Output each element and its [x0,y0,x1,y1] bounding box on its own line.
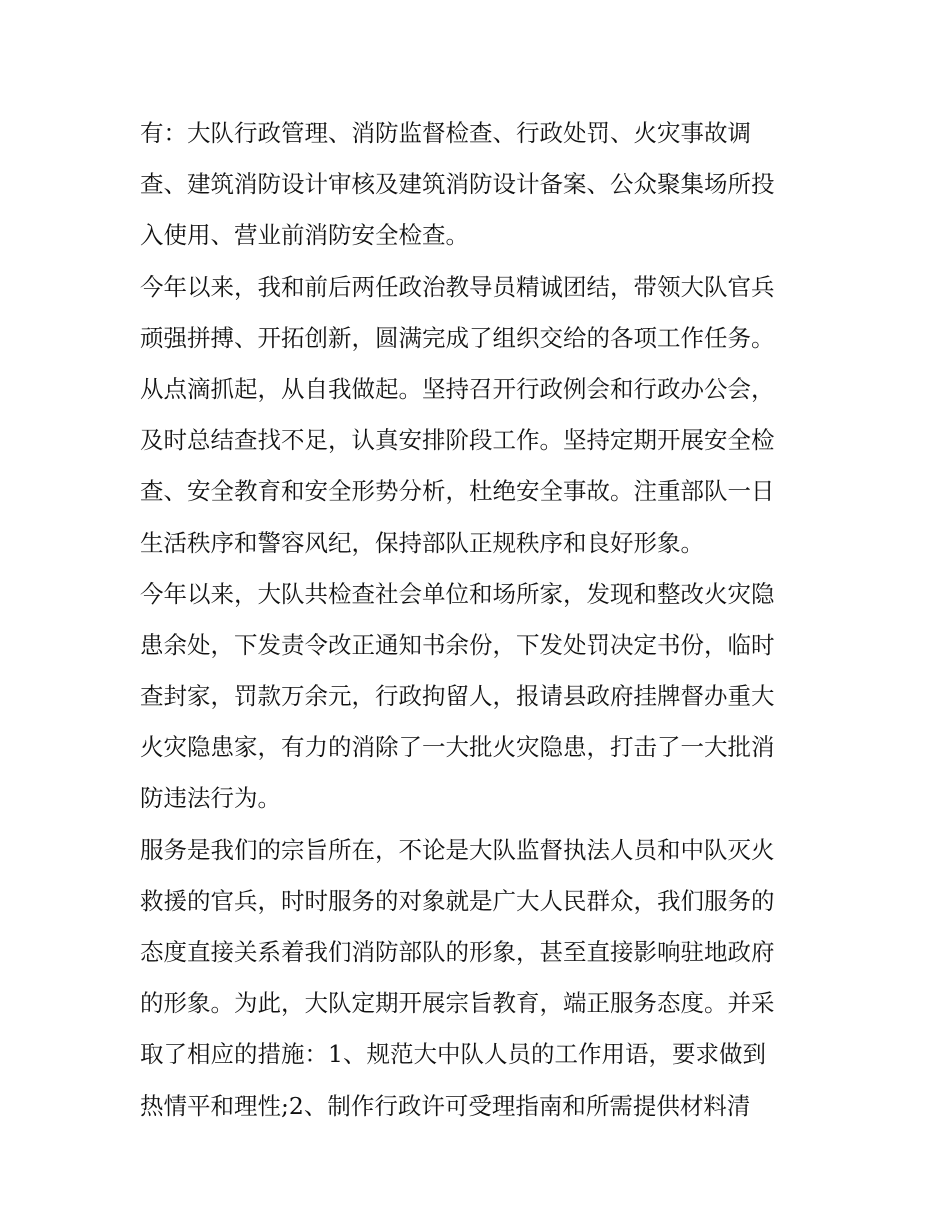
text-line: 今年以来，大队共检查社会单位和场所家，发现和整改火灾隐 [140,579,775,608]
text-line: 救援的官兵，时时服务的对象就是广大人民群众，我们服务的 [140,886,775,915]
text-line: 态度直接关系着我们消防部队的形象，甚至直接影响驻地政府 [140,938,775,966]
text-line: 的形象。为此，大队定期开展宗旨教育，端正服务态度。并采 [140,989,775,1018]
text-line: 今年以来，我和前后两任政治教导员精诚团结，带领大队官兵 [140,272,775,301]
document-page [140,108,820,1132]
text-line: 患余处，下发责令改正通知书余份，下发处罚决定书份，临时 [140,630,775,659]
text-line: 及时总结查找不足，认真安排阶段工作。坚持定期开展安全检 [140,426,775,455]
text-line: 火灾隐患家，有力的消除了一大批火灾隐患，打击了一大批消 [140,733,775,762]
text-line: 从点滴抓起，从自我做起。坚持召开行政例会和行政办公会， [140,374,775,403]
text-line: 入使用、营业前消防安全检查。 [140,221,469,250]
paragraph-inspections [140,569,820,825]
text-line: 查封家，罚款万余元，行政拘留人，报请县政府挂牌督办重大 [140,682,775,711]
paragraph-leadership [140,262,820,569]
paragraph-service [140,825,820,1132]
text-line: 生活秩序和警容风纪，保持部队正规秩序和良好形象。 [140,528,704,557]
text-line: 查、建筑消防设计审核及建筑消防设计备案、公众聚集场所投 [140,170,775,199]
text-line: 有：大队行政管理、消防监督检查、行政处罚、火灾事故调 [140,119,751,147]
text-line: 服务是我们的宗旨所在，不论是大队监督执法人员和中队灭火 [140,835,775,864]
text-line: 取了相应的措施：1、规范大中队人员的工作用语，要求做到 [140,1040,766,1069]
text-line: 热情平和理性;2、制作行政许可受理指南和所需提供材料清 [140,1091,751,1120]
text-line: 防违法行为。 [140,784,281,813]
paragraph-duties [140,108,820,262]
text-line: 顽强拼搏、开拓创新，圆满完成了组织交给的各项工作任务。 [140,323,775,352]
text-line: 查、安全教育和安全形势分析，杜绝安全事故。注重部队一日 [140,477,775,506]
